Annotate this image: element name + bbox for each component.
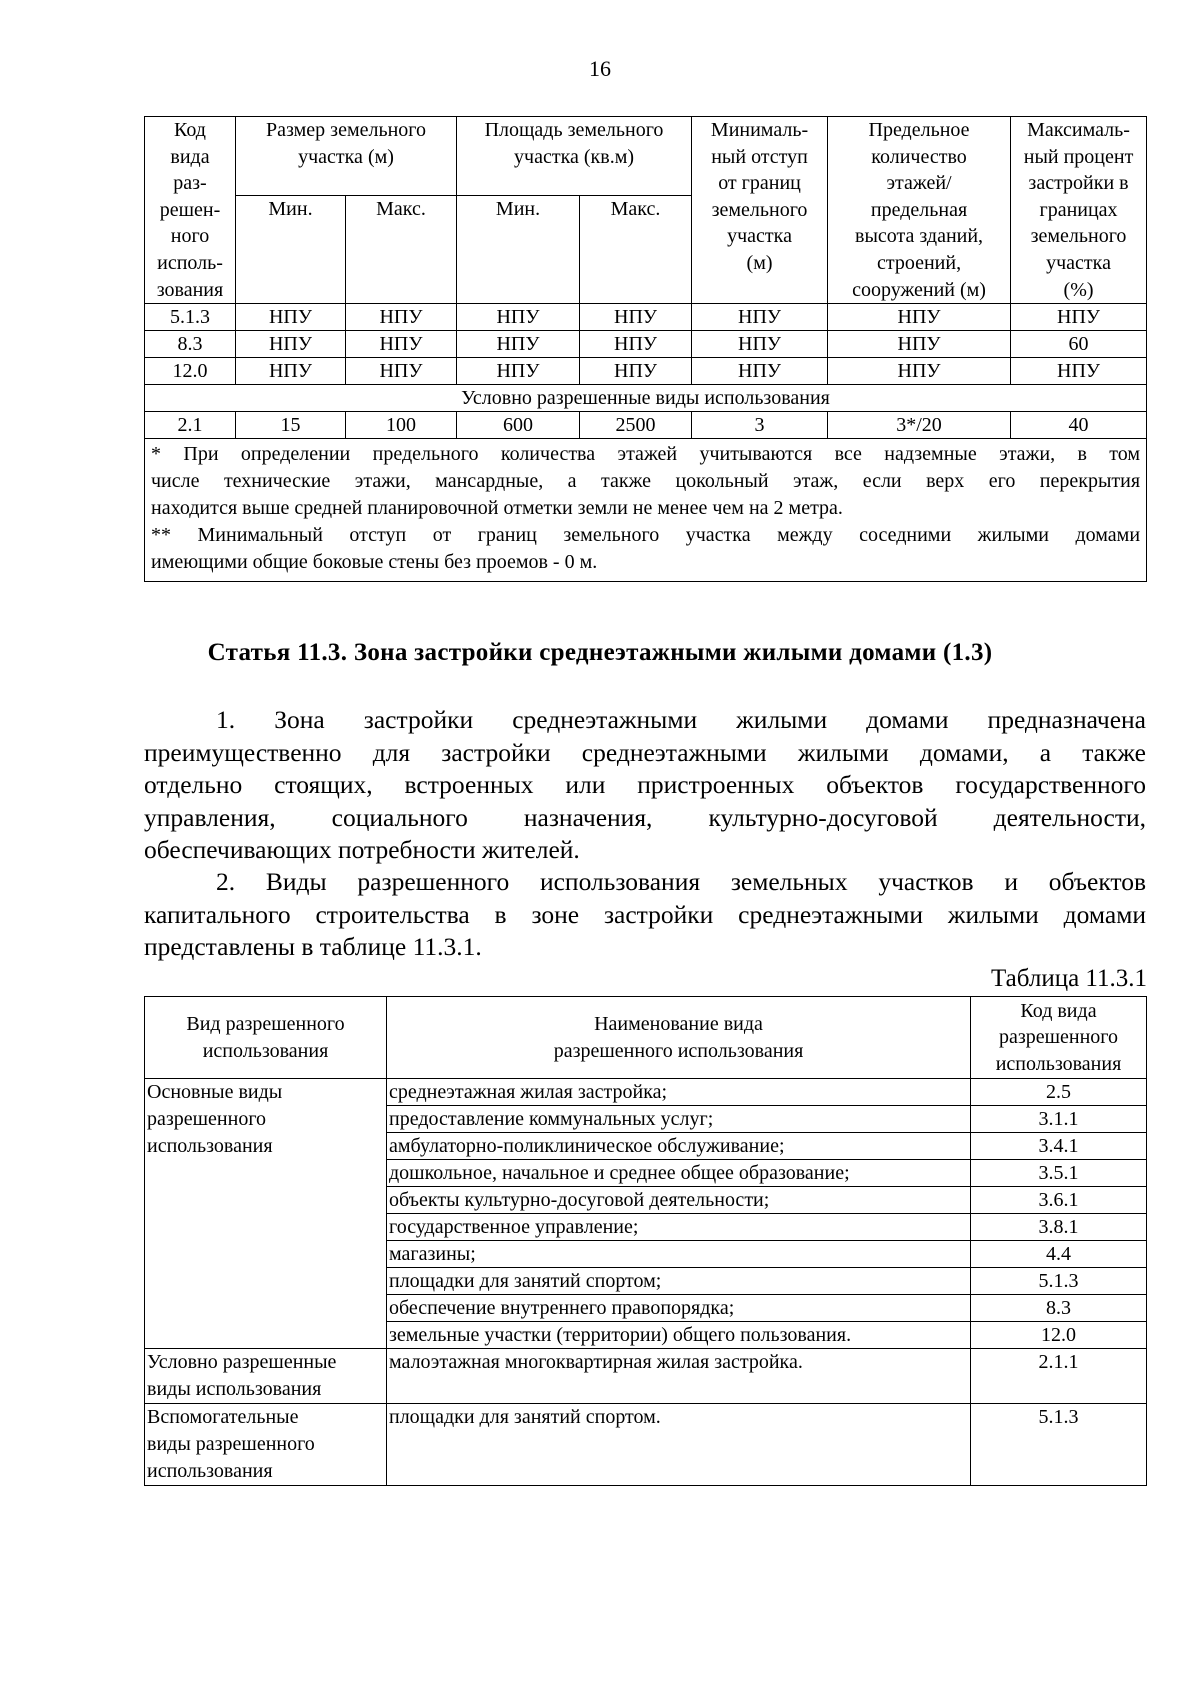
table-row: 8.3 НПУ НПУ НПУ НПУ НПУ НПУ 60 <box>145 331 1147 358</box>
table-row: Основные виды разрешенного использования среднеэтажная жилая застройка; 2.5 <box>145 1079 1147 1106</box>
table-row: Условно разрешенные виды использования малоэтажная многоквартирная жилая застройка. 2.1.1 <box>145 1349 1147 1404</box>
table-row: дошкольное, начальное и среднее общее образование; 3.5.1 <box>145 1160 1147 1187</box>
header-area-min: Мин. <box>457 196 580 304</box>
table-row: 2.1 15 100 600 2500 3 3*/20 40 <box>145 412 1147 439</box>
table-footnote: * При определении предельного количества этажей учитываются все надземные этажи, в том числе технические этажи, мансардные, а также цокольный этаж, если верх его перекрытия находится выше средней планировочной отметки земли не менее чем на 2 метра. ** Минимальный отступ от границ земельного участка между соседними жилыми домами имеющими общие боковые стены без проемов - 0 м. <box>145 439 1147 582</box>
header-area-max: Макс. <box>580 196 692 304</box>
header-use-type: Вид разрешенного использования <box>145 997 387 1079</box>
header-use-name: Наименование вида разрешенного использования <box>387 997 971 1079</box>
table-caption: Таблица 11.3.1 <box>991 965 1147 992</box>
header-code: Код вида раз- решен- ного исполь- зования <box>145 117 236 304</box>
article-title: Статья 11.3. Зона застройки среднеэтажными жилыми домами (1.3) <box>207 639 993 666</box>
header-plot-size: Размер земельного участка (м) <box>236 117 457 196</box>
header-size-max: Макс. <box>346 196 457 304</box>
category-main: Основные виды разрешенного использования <box>145 1079 387 1349</box>
header-max-percent: Максималь- ный процент застройки в границах земельного участка (%) <box>1011 117 1147 304</box>
table-row: объекты культурно-досуговой деятельности; 3.6.1 <box>145 1187 1147 1214</box>
table-row: государственное управление; 3.8.1 <box>145 1214 1147 1241</box>
header-size-min: Мин. <box>236 196 346 304</box>
table-row: Вспомогательные виды разрешенного использования площадки для занятий спортом. 5.1.3 <box>145 1404 1147 1486</box>
header-plot-area: Площадь земельного участка (кв.м) <box>457 117 692 196</box>
zoning-parameters-table <box>144 116 1147 582</box>
category-auxiliary: Вспомогательные виды разрешенного использования <box>145 1404 387 1486</box>
table-row: 12.0 НПУ НПУ НПУ НПУ НПУ НПУ НПУ <box>145 358 1147 385</box>
header-min-setback: Минималь- ный отступ от границ земельного участка (м) <box>692 117 828 304</box>
paragraph-2: 2. Виды разрешенного использования земельных участков и объектов капитального строительства в зоне застройки среднеэтажными жилыми домами представлены в таблице 11.3.1. <box>144 867 1146 961</box>
table-row: 5.1.3 НПУ НПУ НПУ НПУ НПУ НПУ НПУ <box>145 304 1147 331</box>
header-max-floors: Предельное количество этажей/ предельная высота зданий, строений, сооружений (м) <box>828 117 1011 304</box>
paragraph-1: 1. Зона застройки среднеэтажными жилыми домами предназначена преимущественно для застройки среднеэтажными жилыми домами, а также отдельно стоящих, встроенных или пристроенных объектов государственного управления, социального назначения, культурно-досуговой деятельности, обеспечивающих потребности жителей. <box>144 705 1146 864</box>
section-row-conditional: Условно разрешенные виды использования <box>145 385 1147 412</box>
permitted-uses-table <box>144 996 1147 1486</box>
table-row: земельные участки (территории) общего пользования. 12.0 <box>145 1322 1147 1349</box>
table-row: магазины; 4.4 <box>145 1241 1147 1268</box>
table-row: обеспечение внутреннего правопорядка; 8.3 <box>145 1295 1147 1322</box>
header-use-code: Код вида разрешенного использования <box>971 997 1147 1079</box>
table-row: предоставление коммунальных услуг; 3.1.1 <box>145 1106 1147 1133</box>
category-conditional: Условно разрешенные виды использования <box>145 1349 387 1404</box>
table-row: амбулаторно-поликлиническое обслуживание; 3.4.1 <box>145 1133 1147 1160</box>
table-row: площадки для занятий спортом; 5.1.3 <box>145 1268 1147 1295</box>
page-number: 16 <box>589 56 611 81</box>
